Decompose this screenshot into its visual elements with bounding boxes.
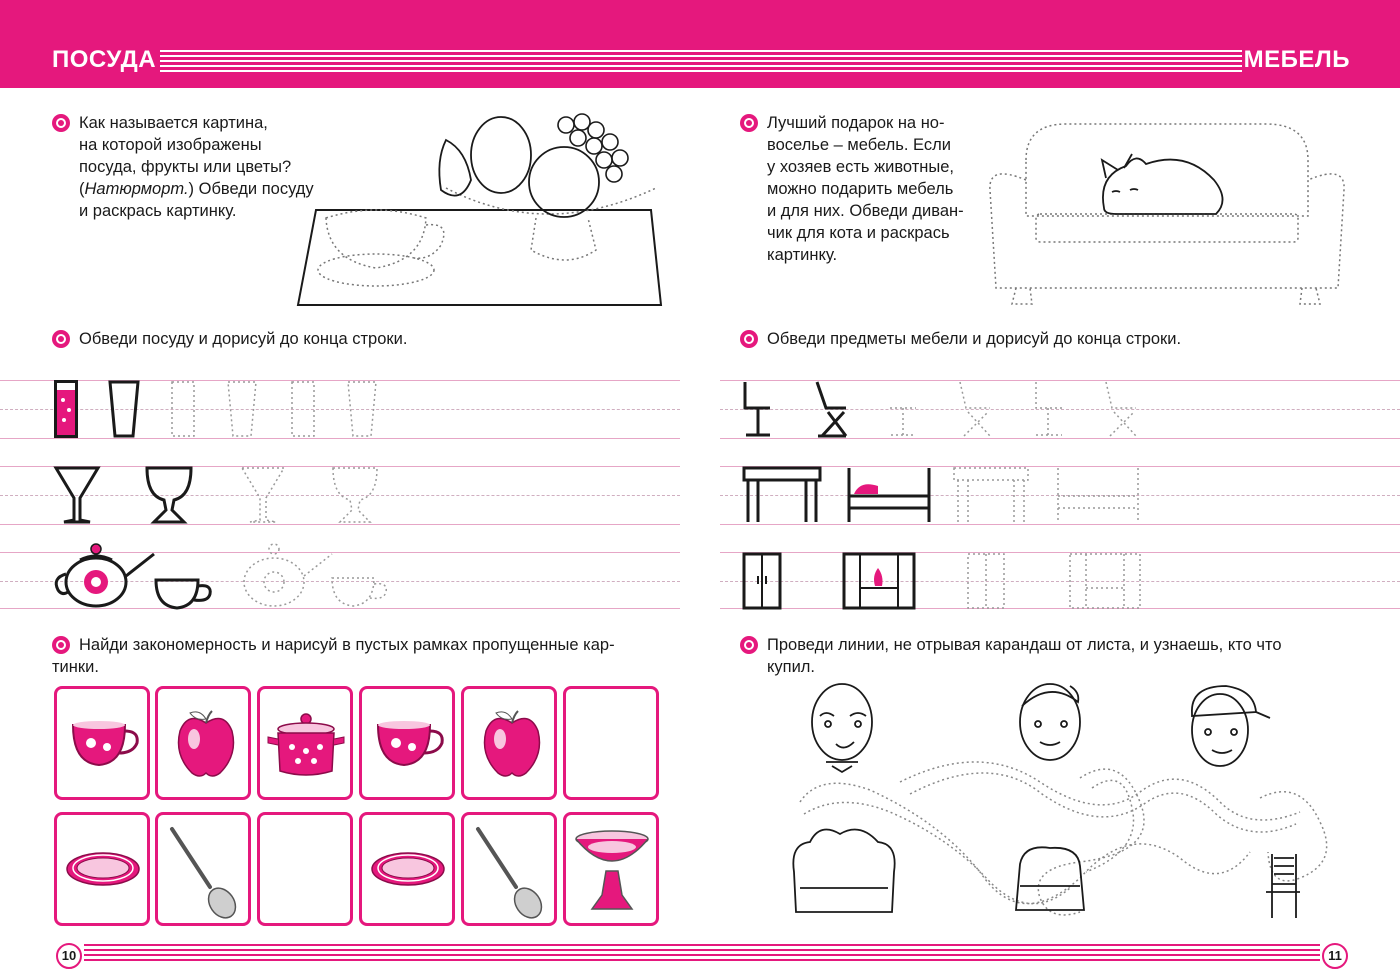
text-line: на которой изображены xyxy=(79,136,262,154)
text-fragment: ( xyxy=(79,180,85,198)
table-icon xyxy=(742,466,822,524)
text-line: Проведи линии, не отрывая карандаш от листа, и узнаешь, кто что xyxy=(767,636,1282,654)
task-trace-furniture-text: Обведи предметы мебели и дорисуй до конца строки. xyxy=(767,330,1182,348)
header-bar xyxy=(0,0,1400,88)
text-line: и для них. Обведи диван- xyxy=(767,202,964,220)
goblet-icon xyxy=(144,466,194,524)
apple-icon xyxy=(176,709,236,781)
text-line: Как называется картина, xyxy=(79,114,268,132)
martini-glass-icon xyxy=(54,466,100,524)
traced-chairs xyxy=(888,380,1138,438)
bullet-icon xyxy=(740,114,758,132)
text-line: воселье – мебель. Если xyxy=(767,136,951,154)
pattern-frame-empty[interactable] xyxy=(563,686,659,800)
text-line: тинки. xyxy=(52,658,99,676)
bed-icon xyxy=(846,466,932,524)
pattern-frame[interactable] xyxy=(54,812,150,926)
pattern-frame[interactable] xyxy=(155,812,251,926)
traced-glasses xyxy=(170,380,380,438)
text-line: и раскрась картинку. xyxy=(79,202,237,220)
pattern-frame[interactable] xyxy=(257,686,353,800)
pattern-frame[interactable] xyxy=(461,686,557,800)
saucer-icon xyxy=(65,851,141,887)
spoon-icon xyxy=(472,823,548,919)
cabinet-icon xyxy=(842,552,916,610)
footer-decor-lines xyxy=(84,944,1320,966)
sofa-with-cat-picture xyxy=(986,120,1348,310)
folding-chair-icon xyxy=(814,380,848,438)
text-line: Найди закономерность и нарисуй в пустых рамках пропущенные кар- xyxy=(79,636,615,654)
glass-icon xyxy=(54,380,78,438)
text-line: купил. xyxy=(767,658,816,676)
spoon-icon xyxy=(166,823,242,919)
maze-picture[interactable] xyxy=(780,682,1360,932)
pattern-frame[interactable] xyxy=(54,686,150,800)
bowl-icon xyxy=(572,829,652,915)
header-decor-lines xyxy=(160,50,1242,74)
bullet-icon xyxy=(52,114,70,132)
section-title-furniture: МЕБЕЛЬ xyxy=(1243,46,1350,73)
traced-wine-glasses xyxy=(240,466,390,524)
task-still-life-text xyxy=(79,112,329,222)
bullet-icon xyxy=(52,636,70,654)
traced-wardrobes xyxy=(966,552,1146,610)
answer-italic: Натюрморт. xyxy=(84,180,189,198)
text-line: чик для кота и раскрась xyxy=(767,224,950,242)
pot-icon xyxy=(266,713,346,779)
task-pattern-text xyxy=(52,634,669,678)
cup-icon xyxy=(154,578,214,610)
bullet-icon xyxy=(740,636,758,654)
bullet-icon xyxy=(52,330,70,348)
pattern-frame[interactable] xyxy=(563,812,659,926)
traced-teapot-cup xyxy=(230,542,395,610)
tall-glass-icon xyxy=(108,380,140,438)
page-number-right: 11 xyxy=(1322,943,1348,969)
pattern-frame[interactable] xyxy=(359,686,455,800)
task-maze-text xyxy=(767,634,1357,678)
text-line xyxy=(79,178,329,200)
text-line: можно подарить мебель xyxy=(767,180,954,198)
still-life-picture xyxy=(296,110,666,310)
traced-table-bed xyxy=(952,466,1142,524)
pattern-frame[interactable] xyxy=(359,812,455,926)
text-line: Лучший подарок на но- xyxy=(767,114,945,132)
text-line: картинку. xyxy=(767,246,838,264)
text-line: у хозяев есть животные, xyxy=(767,158,955,176)
pattern-frame-empty[interactable] xyxy=(257,812,353,926)
text-line: посуда, фрукты или цветы? xyxy=(79,158,292,176)
pattern-frame[interactable] xyxy=(155,686,251,800)
saucer-icon xyxy=(370,851,446,887)
chair-icon xyxy=(742,380,774,438)
text-fragment: ) Обведи посуду xyxy=(188,180,314,198)
pattern-frame[interactable] xyxy=(461,812,557,926)
task-trace-dishes-text: Обведи посуду и дорисуй до конца строки. xyxy=(79,330,408,348)
wardrobe-icon xyxy=(742,552,782,610)
page-number-left: 10 xyxy=(56,943,82,969)
section-title-dishes: ПОСУДА xyxy=(52,46,157,73)
cup-icon xyxy=(71,719,141,769)
teapot-icon xyxy=(52,542,160,608)
cup-icon xyxy=(376,719,446,769)
task-cat-sofa-text xyxy=(767,112,997,266)
bullet-icon xyxy=(740,330,758,348)
apple-icon xyxy=(482,709,542,781)
